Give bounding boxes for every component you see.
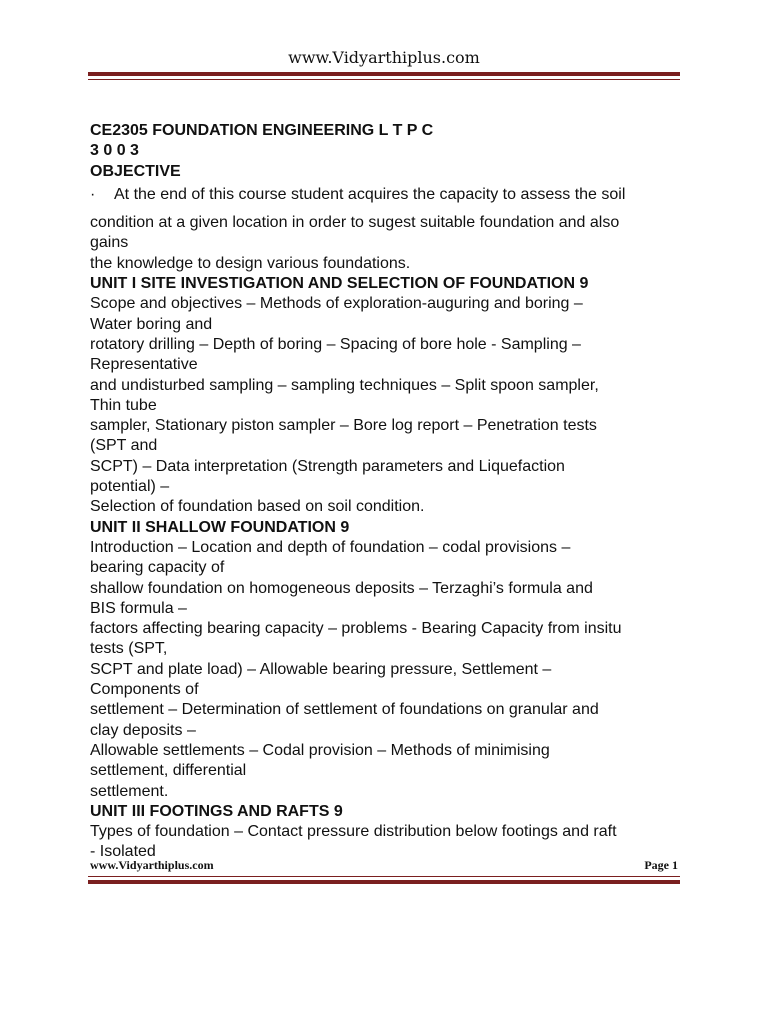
unit1-line: Thin tube [90,396,157,414]
bullet-icon: · [90,185,96,203]
unit1-line: Representative [90,356,198,374]
unit1-line: rotatory drilling – Depth of boring – Spacing of bore hole - Sampling – [90,335,581,353]
objective-heading: OBJECTIVE [90,162,181,180]
footer-page-number: Page 1 [644,858,678,872]
unit3-line: - Isolated [90,843,156,861]
document-body [90,121,690,863]
unit2-line: BIS formula – [90,599,187,617]
unit2-line: settlement, differential [90,762,247,780]
course-credits: 3 0 0 3 [90,142,139,160]
objective-bullet-item [90,185,690,205]
unit2-line: settlement. [90,782,169,800]
unit2-line: Components of [90,681,199,699]
unit1-line: (SPT and [90,437,158,455]
course-title: CE2305 FOUNDATION ENGINEERING L T P C [90,122,434,139]
unit3-heading: UNIT III FOOTINGS AND RAFTS 9 [90,802,343,820]
unit2-heading: UNIT II SHALLOW FOUNDATION 9 [90,518,350,536]
footer-site-name: www.Vidyarthiplus.com [90,858,214,872]
unit1-line: and undisturbed sampling – sampling techniques – Split spoon sampler, [90,376,599,394]
objective-line: the knowledge to design various foundations. [90,254,411,272]
unit1-heading: UNIT I SITE INVESTIGATION AND SELECTION OF FOUNDATION 9 [90,275,589,293]
footer-rule-thin [88,876,680,877]
unit1-line: Selection of foundation based on soil condition. [90,498,425,516]
unit2-line: settlement – Determination of settlement of foundations on granular and [90,701,599,719]
unit2-line: shallow foundation on homogeneous deposits – Terzaghi’s formula and [90,579,593,597]
header-rule-thin [88,79,680,80]
objective-line: condition at a given location in order to sugest suitable foundation and also [90,214,620,232]
header-rule-thick [88,72,680,76]
unit2-line: factors affecting bearing capacity – problems - Bearing Capacity from insitu [90,620,622,638]
objective-line: At the end of this course student acquires the capacity to assess the soil [114,185,626,203]
unit1-line: sampler, Stationary piston sampler – Bore log report – Penetration tests [90,417,597,435]
objective-line: gains [90,234,129,252]
unit2-line: Allowable settlements – Codal provision – Methods of minimising [90,741,550,759]
unit1-line: Scope and objectives – Methods of exploration-auguring and boring – [90,295,583,313]
unit2-line: tests (SPT, [90,640,168,658]
unit2-line: clay deposits – [90,721,196,739]
unit2-line: Introduction – Location and depth of foundation – codal provisions – [90,538,571,556]
unit3-line: Types of foundation – Contact pressure distribution below footings and raft [90,823,617,841]
unit1-line: SCPT) – Data interpretation (Strength parameters and Liquefaction [90,457,565,475]
unit1-line: Water boring and [90,315,213,333]
unit2-line: SCPT and plate load) – Allowable bearing pressure, Settlement – [90,660,552,678]
unit2-line: bearing capacity of [90,559,225,577]
footer-rule-thick [88,880,680,884]
header-site-name: www.Vidyarthiplus.com [288,48,480,67]
unit1-line: potential) – [90,478,170,496]
